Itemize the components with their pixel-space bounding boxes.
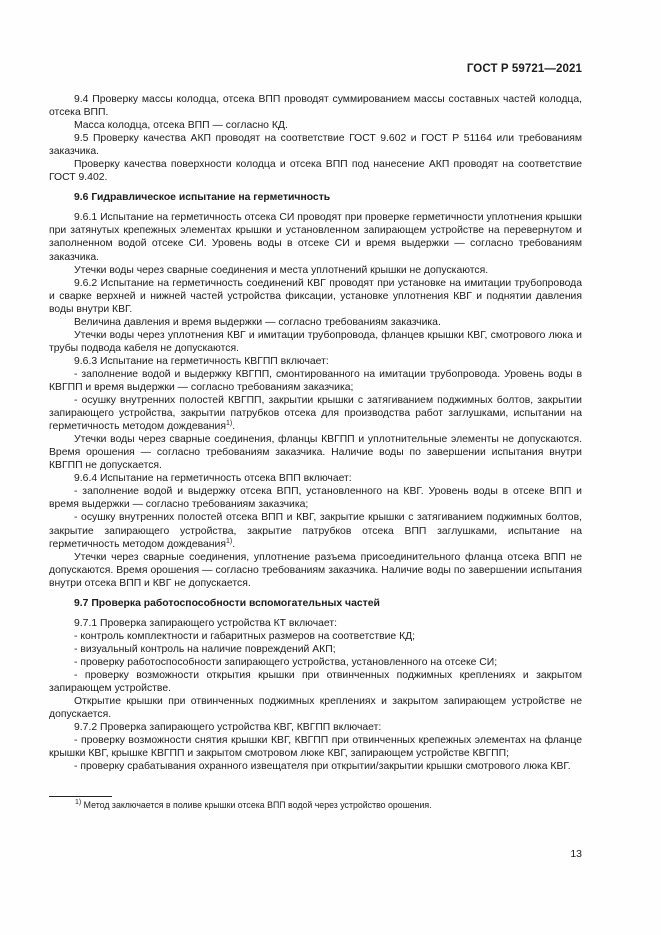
list-item: - проверку работоспособности запирающего устройства, установленного на отсеке СИ; xyxy=(74,656,498,668)
list-item-text: - осушку внутренних полостей отсека ВПП и КВГ, закрытие крышки с затягиванием поджимных болтов, закрытие запирающего устройства, закрытие патрубков отсека ВПП заглушками, испытание на герметичность методом дождевания xyxy=(49,512,582,550)
footnote-ref: 1) xyxy=(225,420,233,428)
page-number: 13 xyxy=(570,848,582,860)
paragraph-9-7-1: 9.7.1 Проверка запирающего устройства КТ включает: xyxy=(74,617,337,629)
paragraph-9-6-2: 9.6.2 Испытание на герметичность соединений КВГ проводят при установке на имитации трубопровода и сварке верхней и нижней частей устройства фиксации, установке уплотнения КВГ и поднятии давления воды внутри КВГ. xyxy=(49,277,582,315)
list-item: - проверку возможности снятия крышки КВГ, КВГПП при отвинченных крепежных элементах на фланце крышки КВГ, крышке КВГПП и закрытом смотровом люке КВГ, запирающем устройстве КВГПП; xyxy=(49,735,582,760)
document-number-header: ГОСТ Р 59721—2021 xyxy=(466,63,582,75)
paragraph: Утечки воды через сварные соединения и места уплотнений крышки не допускаются. xyxy=(74,264,489,276)
footnote xyxy=(75,800,582,811)
paragraph: Утечки воды через уплотнения КВГ и имитации трубопровода, фланцев крышки КВГ, смотрового люка и трубы подвода кабеля не допускаются. xyxy=(49,329,582,354)
paragraph: Проверку качества поверхности колодца и отсека ВПП под нанесение АКП проводят на соответствие ГОСТ 9.402. xyxy=(49,159,582,184)
paragraph: Утечки воды через сварные соединения, фланцы КВГПП и уплотнительные элементы не допускаются. Время орошения — согласно требованиям заказчика. Наличие воды по завершении испытания внутри КВГПП не допускается. xyxy=(49,434,582,472)
paragraph: Утечки через сварные соединения, уплотнение разъема присоединительного фланца отсека ВПП не допускаются. Время орошения — согласно требованиям заказчика. Наличие воды по завершении испытания внутри отсека ВПП и КВГ не допускается. xyxy=(49,551,582,589)
paragraph-9-7-2: 9.7.2 Проверка запирающего устройства КВГ, КВГПП включает: xyxy=(74,722,382,734)
list-item: - заполнение водой и выдержку отсека ВПП, установленного на КВГ. Уровень воды в отсеке ВПП и время выдержки — согласно требованиям заказчика; xyxy=(49,486,582,511)
paragraph: Масса колодца, отсека ВПП — согласно КД. xyxy=(74,120,288,132)
list-item: - визуальный контроль на наличие повреждений АКП; xyxy=(74,643,336,655)
paragraph-9-6-4: 9.6.4 Испытание на герметичность отсека ВПП включает: xyxy=(74,473,352,485)
list-item: - контроль комплектности и габаритных размеров на соответствие КД; xyxy=(74,630,416,642)
paragraph: Открытие крышки при отвинченных поджимных креплениях и закрытом запирающем устройстве не допускается. xyxy=(49,696,582,721)
list-item: - проверку возможности открытия крышки при отвинченных поджимных креплениях и закрытом запирающем устройстве. xyxy=(49,669,582,695)
paragraph-9-4: 9.4 Проверку массы колодца, отсека ВПП проводят суммированием массы составных частей колодца, отсека ВПП. xyxy=(49,94,582,119)
footnote-text: Метод заключается в поливе крышки отсека ВПП водой через устройство орошения. xyxy=(81,800,432,810)
section-heading-9-6: 9.6 Гидравлическое испытание на герметичность xyxy=(74,192,331,204)
paragraph: Величина давления и время выдержки — согласно требованиям заказчика. xyxy=(74,316,441,328)
paragraph-9-5: 9.5 Проверку качества АКП проводят на соответствие ГОСТ 9.602 и ГОСТ Р 51164 или требованиям заказчика. xyxy=(49,133,582,158)
footnote-ref: 1) xyxy=(225,537,233,545)
list-item-text: - осушку внутренних полостей КВГПП, закрытии крышки с затягиванием поджимных болтов, закрытии запирающего устройства, закрытии патрубков отсека для производства работ заглушками, испытании на герметичность методом дождевания xyxy=(49,395,582,433)
paragraph-9-6-3: 9.6.3 Испытание на герметичность КВГПП включает: xyxy=(74,355,329,367)
list-item: - заполнение водой и выдержку КВГПП, смонтированного на имитации трубопровода. Уровень воды в КВГПП и время выдержки — согласно требованиям заказчика; xyxy=(49,368,582,393)
list-item: - осушку внутренних полостей отсека ВПП и КВГ, закрытие крышки с затягиванием поджимных болтов, закрытие запирающего устройства, закрытие патрубков отсека ВПП заглушками, испытание на герметичность методом дождевания$^{1)}$. xyxy=(49,512,582,550)
list-item: - проверку срабатывания охранного извещателя при открытии/закрытии крышки смотрового люка КВГ. xyxy=(74,761,571,773)
list-item: - осушку внутренних полостей КВГПП, закрытии крышки с затягиванием поджимных болтов, закрытии запирающего устройства, закрытии патрубков отсека для производства работ заглушками, испытании на герметичность методом дождевания$^{1)}$. xyxy=(49,395,582,433)
main-text xyxy=(49,93,582,773)
paragraph-9-6-1: 9.6.1 Испытание на герметичность отсека СИ проводят при проверке герметичности уплотнения крышки при затянутых крепежных элементах крышки и установленном запирающем устройстве на перевернутом и заполненном водой отсеке СИ. Уровень воды в отсеке СИ и время выдержки — согласно требованиям заказчика. xyxy=(49,212,582,263)
footnote-mark: 1) xyxy=(75,799,82,806)
section-heading-9-7: 9.7 Проверка работоспособности вспомогательных частей xyxy=(74,597,380,609)
footnote-divider xyxy=(49,796,112,797)
